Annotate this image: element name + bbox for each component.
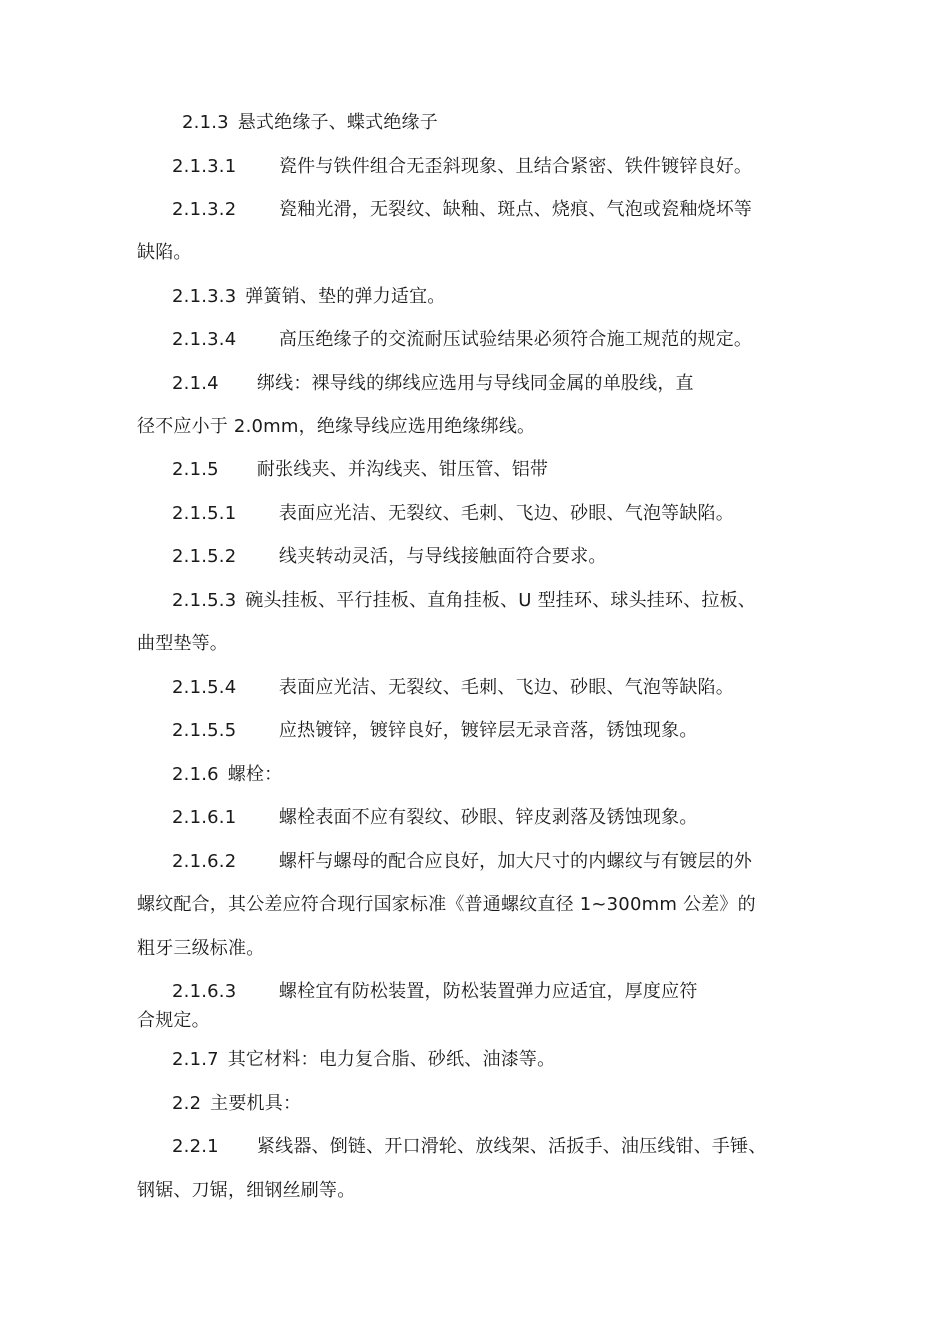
section-number: 2.2 bbox=[172, 1093, 202, 1114]
item-2-1-5-1 bbox=[172, 502, 734, 526]
section-number: 2.1.6.2 bbox=[172, 851, 237, 872]
item-2-1-5-5 bbox=[172, 719, 698, 743]
section-title: 主要机具： bbox=[210, 1093, 302, 1114]
heading-2-1-7 bbox=[172, 1048, 555, 1072]
item-text: 应热镀锌，镀锌良好，镀锌层无录音落，锈蚀现象。 bbox=[278, 720, 698, 741]
item-2-1-3-1 bbox=[172, 155, 752, 179]
section-number: 2.1.5 bbox=[172, 459, 219, 480]
item-text: 绑线：裸导线的绑线应选用与导线同金属的单股线，直 bbox=[256, 373, 694, 394]
section-title: 螺栓： bbox=[227, 764, 283, 785]
heading-2-1-6 bbox=[172, 763, 282, 787]
item-text: 螺杆与螺母的配合应良好，加大尺寸的内螺纹与有镀层的外 bbox=[278, 851, 753, 872]
section-number: 2.1.5.5 bbox=[172, 720, 237, 741]
item-2-1-6-3-cont bbox=[137, 1009, 210, 1033]
section-number: 2.1.7 bbox=[172, 1049, 219, 1070]
item-text-continuation: 粗牙三级标准。 bbox=[137, 938, 265, 959]
item-text-continuation: 合规定。 bbox=[137, 1010, 210, 1031]
item-2-1-5-3-cont bbox=[137, 632, 228, 656]
item-text-continuation: 钢锯、刀锯，细钢丝刷等。 bbox=[137, 1180, 356, 1201]
section-number: 2.2.1 bbox=[172, 1136, 219, 1157]
item-2-1-3-3 bbox=[172, 285, 446, 309]
item-2-1-6-2-cont-2 bbox=[137, 937, 264, 961]
section-number: 2.1.6.1 bbox=[172, 807, 237, 828]
section-number: 2.1.5.4 bbox=[172, 677, 237, 698]
item-2-1-6-3 bbox=[172, 980, 698, 1004]
section-number: 2.1.3 bbox=[182, 112, 229, 133]
item-2-1-6-1 bbox=[172, 806, 698, 830]
item-text: 弹簧销、垫的弹力适宜。 bbox=[245, 286, 446, 307]
section-number: 2.1.6.3 bbox=[172, 981, 237, 1002]
item-text: 瓷釉光滑，无裂纹、缺釉、斑点、烧痕、气泡或瓷釉烧坏等 bbox=[278, 199, 753, 220]
item-text: 表面应光洁、无裂纹、毛刺、飞边、砂眼、气泡等缺陷。 bbox=[278, 503, 734, 524]
item-text: 螺栓宜有防松装置，防松装置弹力应适宜，厚度应符 bbox=[278, 981, 698, 1002]
item-text: 表面应光洁、无裂纹、毛刺、飞边、砂眼、气泡等缺陷。 bbox=[278, 677, 734, 698]
item-2-2-1 bbox=[172, 1135, 767, 1159]
item-text: 碗头挂板、平行挂板、直角挂板、U 型挂环、球头挂环、拉板、 bbox=[245, 590, 756, 611]
section-title: 悬式绝缘子、蝶式绝缘子 bbox=[237, 112, 438, 133]
item-2-1-5-4 bbox=[172, 676, 734, 700]
item-2-1-5-2 bbox=[172, 545, 607, 569]
item-text-continuation: 曲型垫等。 bbox=[137, 633, 228, 654]
item-text: 高压绝缘子的交流耐压试验结果必须符合施工规范的规定。 bbox=[278, 329, 753, 350]
item-2-1-3-2-cont bbox=[137, 241, 192, 265]
section-number: 2.1.5.2 bbox=[172, 546, 237, 567]
item-text: 瓷件与铁件组合无歪斜现象、且结合紧密、铁件镀锌良好。 bbox=[278, 156, 753, 177]
item-text-continuation: 缺陷。 bbox=[137, 242, 192, 263]
section-number: 2.1.4 bbox=[172, 373, 219, 394]
item-text: 螺栓表面不应有裂纹、砂眼、锌皮剥落及锈蚀现象。 bbox=[278, 807, 698, 828]
section-number: 2.1.3.4 bbox=[172, 329, 237, 350]
section-number: 2.1.6 bbox=[172, 764, 219, 785]
section-number: 2.1.5.1 bbox=[172, 503, 237, 524]
item-text: 紧线器、倒链、开口滑轮、放线架、活扳手、油压线钳、手锤、 bbox=[256, 1136, 767, 1157]
item-text: 其它材料：电力复合脂、砂纸、油漆等。 bbox=[227, 1049, 556, 1070]
heading-2-1-4 bbox=[172, 372, 694, 396]
item-2-1-3-4 bbox=[172, 328, 752, 352]
item-2-1-6-2 bbox=[172, 850, 752, 874]
item-text-continuation: 径不应小于 2.0mm，绝缘导线应选用绝缘绑线。 bbox=[137, 416, 536, 437]
heading-2-1-4-cont bbox=[137, 415, 535, 439]
section-number: 2.1.5.3 bbox=[172, 590, 237, 611]
heading-2-2 bbox=[172, 1092, 301, 1116]
item-2-2-1-cont bbox=[137, 1179, 355, 1203]
item-text: 线夹转动灵活，与导线接触面符合要求。 bbox=[278, 546, 607, 567]
item-2-1-5-3 bbox=[172, 589, 756, 613]
heading-2-1-3 bbox=[182, 111, 438, 135]
item-text-continuation: 螺纹配合，其公差应符合现行国家标准《普通螺纹直径 1~300mm 公差》的 bbox=[137, 894, 756, 915]
section-number: 2.1.3.3 bbox=[172, 286, 237, 307]
section-number: 2.1.3.1 bbox=[172, 156, 237, 177]
heading-2-1-5 bbox=[172, 458, 548, 482]
section-title: 耐张线夹、并沟线夹、钳压管、铝带 bbox=[256, 459, 549, 480]
item-2-1-3-2 bbox=[172, 198, 752, 222]
item-2-1-6-2-cont-1 bbox=[137, 893, 756, 917]
section-number: 2.1.3.2 bbox=[172, 199, 237, 220]
